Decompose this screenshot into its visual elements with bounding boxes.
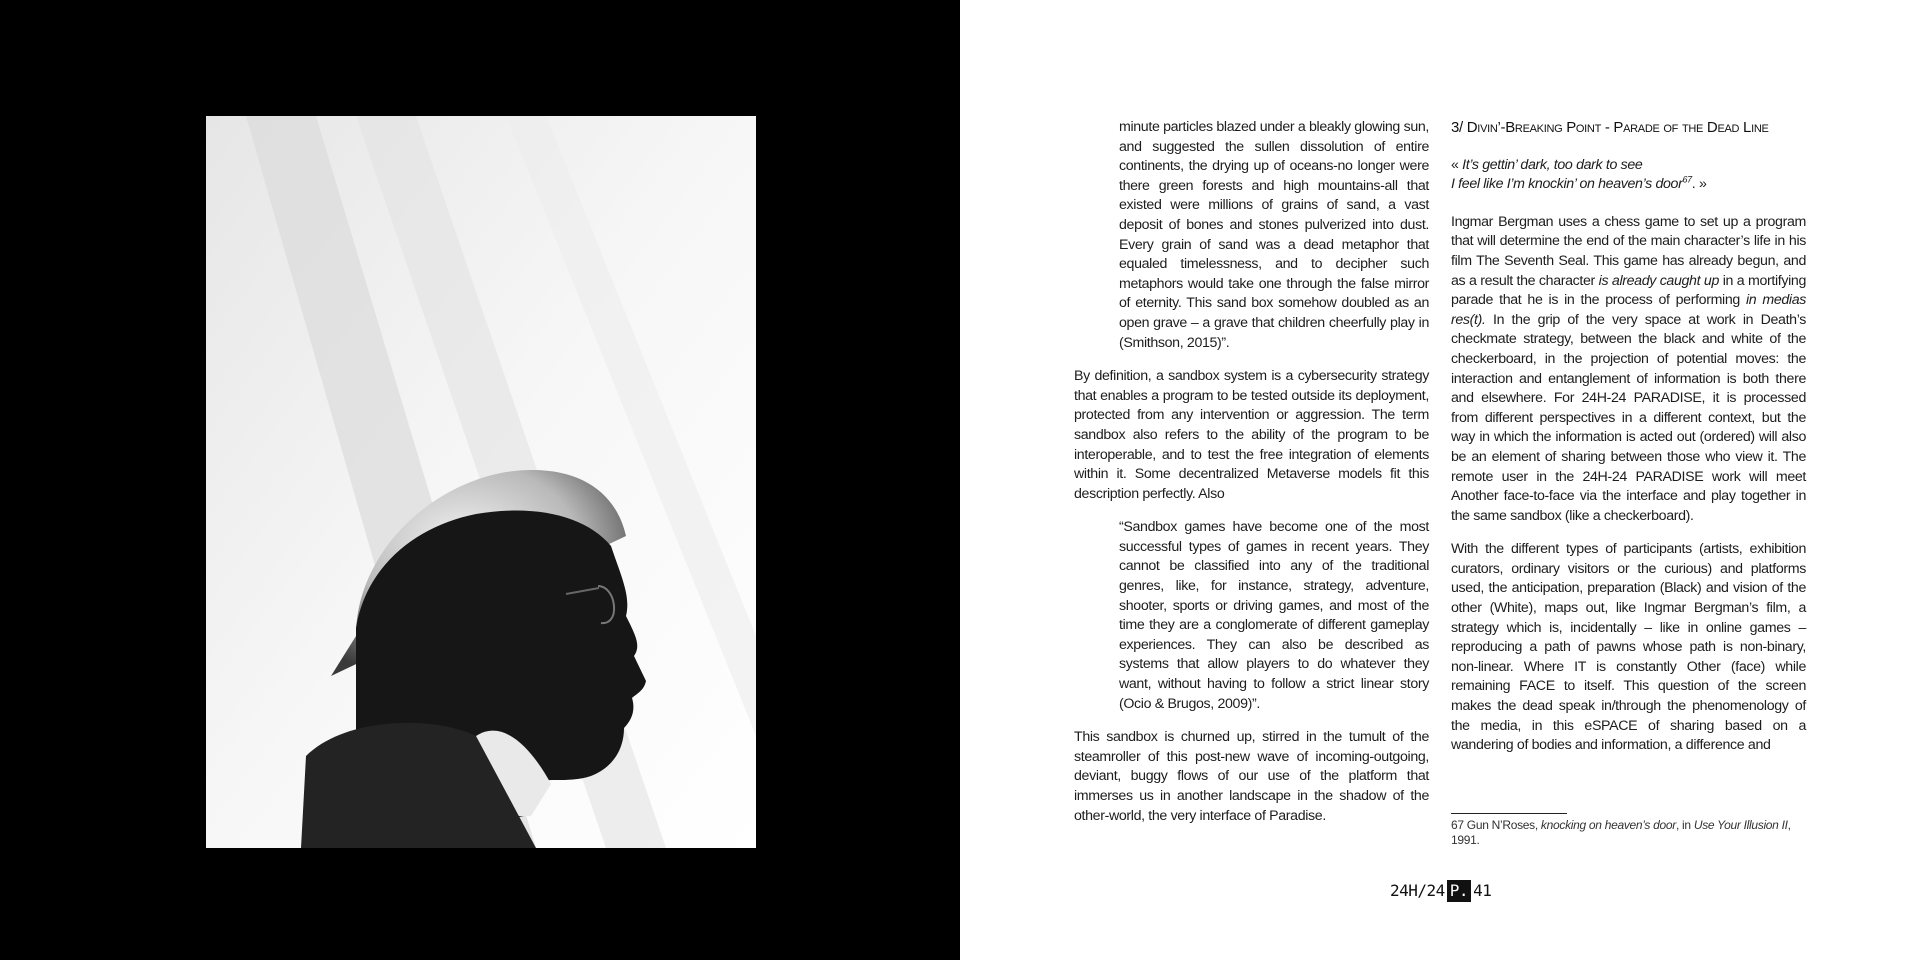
footnote-67 <box>1451 818 1806 848</box>
section-heading: 3/ Divin’-Breaking Point - Parade of the Dead Line <box>1451 119 1769 136</box>
folio-page-marker: P. <box>1447 880 1471 902</box>
folio-page-number: 41 <box>1473 881 1492 900</box>
page-folio <box>1390 879 1491 903</box>
footnote-divider <box>1451 813 1567 814</box>
paragraph-sandbox-definition: By definition, a sandbox system is a cybersecurity strategy that enables a program to be tested outside its deployment, protected from any intervention or aggression. The term sandbox also refers to the ability of the program to be interoperable, and to test the free integration of elements within it. Some decentralized Metaverse models fit this description perfectly. Also <box>1074 368 1429 502</box>
text-column-right <box>1451 118 1806 770</box>
profile-portrait-photo <box>206 116 756 848</box>
paragraph-participants: With the different types of participants (artists, exhibition curators, ordinary visitors or the curious) and platforms used, the anticipation, preparation (Black) and vision of the other (White), maps out, like Ingmar Bergman’s film, a strategy which is, incidentally – like in online games – reproducing a path of pawns whose path is non-binary, non-linear. Where IT is constantly Other (face) while remaining FACE to itself. This question of the screen makes the dead speak in/through the phenomenology of the media, in this eSPACE of sharing based on a wandering of bodies and information, a difference and <box>1451 541 1806 754</box>
paragraph-sandbox-churned: This sandbox is churned up, stirred in the tumult of the steamroller of this post-new wave of incoming-outgoing, deviant, buggy flows of our use of the platform that immerses us in another landscape in the shadow of the other-world, the very interface of Paradise. <box>1074 729 1429 824</box>
epigraph-close-mark: . » <box>1691 176 1707 193</box>
paragraph-bergman-emphasis-1: is already caught up <box>1598 272 1719 289</box>
footnote-album: Use Your Illusion II <box>1693 818 1788 832</box>
epigraph <box>1451 156 1806 195</box>
folio-series-label: 24H/24 <box>1390 881 1445 900</box>
footnote-reference[interactable]: 67 <box>1682 174 1692 185</box>
paragraph-bergman <box>1451 213 1806 527</box>
paragraph-bergman-part-1: Ingmar Bergman uses a chess game to set up a program that will determine the end of the main character’s life in his film The Seventh Seal. This game has already begun, and as a result the character <box>1451 213 1806 289</box>
right-page <box>960 0 1920 960</box>
epigraph-open-mark: « <box>1451 156 1463 173</box>
paragraph-bergman-emphasis-2: in medias res(t). <box>1451 292 1806 328</box>
footnote-year: , 1991. <box>1451 818 1791 847</box>
paragraph-bergman-part-2: in a mortifying parade that he is in the process of performing <box>1451 272 1806 309</box>
footnote-mid: , in <box>1675 818 1694 832</box>
epigraph-line-1: It’s gettin’ dark, too dark to see <box>1462 156 1643 173</box>
block-quote-ocio-brugos: “Sandbox games have become one of the most successful types of games in recent years. They cannot be classified into any of the traditional genres, like, for instance, strategy, adventure, shooter, sports or driving games, and most of the time they are a conglomerate of different gameplay experiences. They can also be described as systems that allow players to do whatever they want, without having to follow a strict linear story (Ocio & Brugos, 2009)”. <box>1119 519 1429 712</box>
text-column-left <box>1074 118 1429 840</box>
portrait-image <box>206 116 756 848</box>
paragraph-bergman-part-3: In the grip of the very space at work in Death’s checkmate strategy, between the black and white of the checkerboard, in the projection of potential moves: the interaction and entanglement of information is both there and elsewhere. For 24H-24 PARADISE, it is processed from different perspectives in a different context, but the way in which the information is acted out (ordered) will also be an element of sharing between those who view it. The remote user in the 24H-24 PARADISE work will meet Another face-to-face via the interface and play together in the same sandbox (like a checkerboard). <box>1451 311 1806 524</box>
footnote-author: 67 Gun N’Roses, <box>1451 818 1541 832</box>
epigraph-line-2: I feel like I’m knockin’ on heaven’s door <box>1451 176 1683 193</box>
footnote-song-title: knocking on heaven’s door <box>1540 818 1676 832</box>
block-quote-smithson: minute particles blazed under a bleakly glowing sun, and suggested the sullen dissolution of entire continents, the drying up of oceans-no longer were there green forests and high mountains-all that existed were millions of grains of sand, a vast deposit of bones and stones pulverized into dust. Every grain of sand was a dead metaphor that equaled timelessness, and to decipher such metaphors would take one through the false mirror of eternity. This sand box somehow doubled as an open grave – a grave that children cheerfully play in (Smithson, 2015)”. <box>1119 119 1429 351</box>
